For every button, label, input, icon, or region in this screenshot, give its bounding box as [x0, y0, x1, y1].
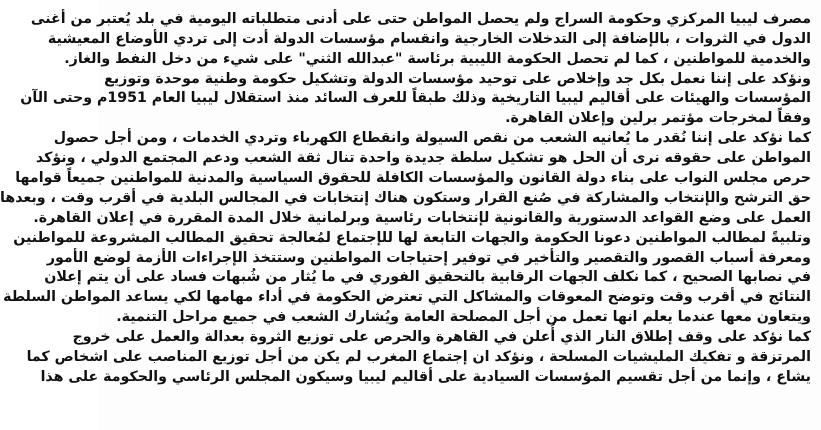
text-line: الدول في الثروات ، بالإضافة إلى التدخلات الخارجية وانقسام مؤسسات الدولة أدت إلى تردي الأوضاع المعيشية [47, 30, 811, 47]
text-line: كما نؤكد على إننا نُقدر ما يُعانيه الشعب من نقص السيولة وانقطاع الكهرباء وتردي الخدمات ، ومن أجل حصول [53, 130, 811, 147]
paragraph-3 [0, 129, 811, 228]
text-line: والخدمية للمواطنين ، كما لم تحصل الحكومة الليبية برئاسة "عبدالله الثني" على شيء من دخل النفط والغاز. [64, 50, 811, 67]
text-line: حرص مجلس النواب على بناء دولة القانون والمؤسسات الكافلة للحقوق السياسية والمدنية للمواطنين جميعاً قوامها [15, 170, 811, 187]
text-line: ويتعاون معها عندما يعلم انها تعمل من أجل المصلحة العامة ويُشارك الشعب في جميع مراحل التنمية. [116, 309, 811, 326]
text-line: وفقاً لمخرجات مؤتمر برلين وإعلان القاهرة. [505, 110, 811, 127]
text-line: يشاع ، وإنما من أجل تقسيم المؤسسات السيادية على أقاليم ليبيا وسيكون المجلس الرئاسي والحكومة على هذا [40, 368, 811, 385]
text-line: العمل على وضع القواعد الدستورية والقانونية لإنتخابات رئاسية وبرلمانية خلال المدة المقررة في إعلان القاهرة. [33, 209, 811, 226]
paragraph-2 [20, 70, 811, 130]
text-line: ونؤكد على إننا نعمل بكل جد وإخلاص على توحيد مؤسسات الدولة وتشكيل حكومة وطنية موحدة وتوزيع [104, 70, 811, 87]
paragraph-1 [30, 0, 811, 70]
text-line: المؤسسات والهيئات على أقاليم ليبيا التاريخية وذلك طبقاً للعرف السائد منذ استقلال ليبيا العام 1951م وحتى الآن [20, 90, 811, 107]
text-line: في نصابها الصحيح ، كما نكلف الجهات الرقابية بالتحقيق الفوري في ما يُثار من شُبهات فساد على أن يتم إعلان [44, 269, 811, 286]
text-line: كما نؤكد على وقف إطلاق النار الذي أُعلن في القاهرة والحرص على توزيع الثروة بعدالة والعمل على خروج [72, 329, 811, 346]
text-line: ومعرفة أسباب القصور والتقصير والتأخير في توفير إحتياجات المواطنين وستتخذ الإجراءات الأزمة لوضع الأمور [46, 249, 811, 266]
text-line [111, 0, 811, 10]
paragraph-5 [26, 328, 811, 408]
text-line: المواطن على حقوقه نرى أن الحل هو تشكيل سلطة جديدة واحدة تنال ثقة الشعب ودعم المجتمع الدولي ، ونؤكد [35, 150, 811, 167]
text-line [111, 388, 811, 408]
paragraph-4 [3, 229, 811, 328]
text-line: حق الترشح والإنتخاب والمشاركة في صُنع القرار وستكون هناك إنتخابات في المجالس البلدية في أقرب وقت ، وبعدها [0, 189, 811, 206]
text-line: وتلبيةً لمطالب المواطنين دعونا الحكومة والجهات التابعة لها للإجتماع لمُعالجة تحقيق المطالب المشروعة للمواطنين [13, 229, 811, 246]
text-line: المرتزقة و تفكيك المليشيات المسلحة ، ونؤكد ان إجتماع المغرب لم يكن من أجل توزيع المناصب على اشخاص كما [26, 349, 811, 366]
text-line: النتائج في أقرب وقت وتوضح المعوقات والمشاكل التي تعترض الحكومة في أداء مهامها لكي يساعد المواطن السلطة [3, 289, 811, 306]
text-line: مصرف ليبيا المركزي وحكومة السراج ولم يحصل المواطن حتى على أدنى متطلباته اليومية في بلد يُعتبر من أغنى [30, 10, 811, 27]
